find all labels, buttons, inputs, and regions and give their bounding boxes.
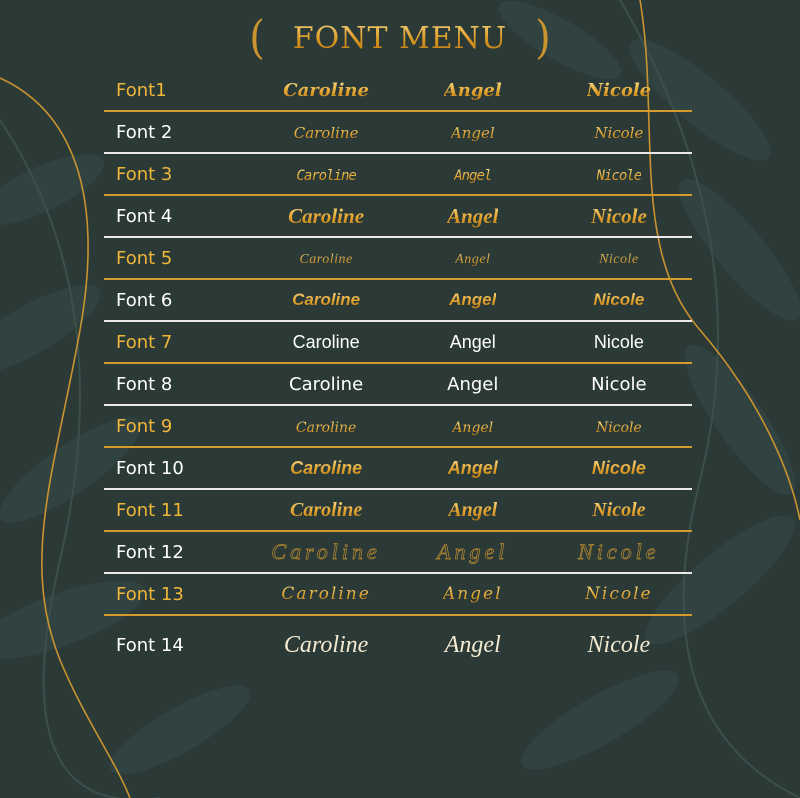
sample-nicole: Nicole [595, 419, 642, 436]
sample-caroline: Caroline [271, 539, 381, 564]
sample-angel: Angel [449, 331, 496, 352]
sample-caroline: Caroline [295, 419, 357, 436]
font-row [104, 238, 692, 278]
sample-nicole: Nicole [585, 584, 653, 604]
sample-caroline: Caroline [299, 252, 353, 267]
font-label: Font 3 [116, 163, 173, 185]
font-label: Font 14 [116, 634, 184, 656]
sample-nicole: Nicole [586, 79, 652, 101]
font-label: Font 11 [116, 499, 184, 521]
sample-nicole: Nicole [594, 123, 644, 142]
font-label: Font 10 [116, 457, 184, 479]
sample-angel: Angel [443, 79, 502, 101]
sample-caroline: Caroline [290, 457, 363, 478]
sample-caroline: Caroline [292, 331, 360, 352]
font-row [104, 322, 692, 362]
sample-angel: Angel [449, 290, 497, 309]
font-row [104, 154, 692, 194]
font-row [104, 112, 692, 152]
sample-caroline: Caroline [289, 373, 364, 395]
sample-angel: Angel [442, 584, 503, 604]
left-flourish-icon: ( [249, 11, 265, 65]
font-label: Font1 [116, 79, 167, 101]
font-row [104, 406, 692, 446]
font-row [104, 364, 692, 404]
sample-caroline: Caroline [293, 123, 359, 142]
sample-nicole: Nicole [593, 290, 645, 309]
font-label: Font 7 [116, 331, 173, 353]
sample-nicole: Nicole [578, 539, 660, 564]
sample-angel: Angel [444, 631, 501, 658]
font-label: Font 13 [116, 583, 184, 605]
font-row [104, 448, 692, 488]
sample-caroline: Caroline [283, 631, 369, 658]
sample-angel: Angel [447, 203, 499, 228]
sample-angel: Angel [447, 457, 498, 478]
font-row [104, 616, 692, 674]
sample-angel: Angel [450, 123, 495, 142]
sample-angel: Angel [437, 539, 509, 564]
sample-nicole: Nicole [590, 203, 647, 228]
sample-caroline: Caroline [281, 584, 371, 604]
font-label: Font 4 [116, 205, 173, 227]
right-flourish-icon: ) [535, 11, 551, 65]
font-label: Font 2 [116, 121, 173, 143]
font-row [104, 70, 692, 110]
sample-nicole: Nicole [587, 631, 651, 658]
font-row [104, 280, 692, 320]
sample-nicole: Nicole [591, 373, 647, 395]
sample-nicole: Nicole [599, 252, 639, 267]
font-label: Font 9 [116, 415, 173, 437]
font-row [104, 490, 692, 530]
sample-angel: Angel [447, 373, 499, 395]
sample-caroline: Caroline [288, 203, 365, 228]
font-label: Font 8 [116, 373, 173, 395]
sample-nicole: Nicole [593, 331, 644, 352]
title-bar [0, 11, 800, 65]
font-label: Font 6 [116, 289, 173, 311]
font-label: Font 12 [116, 541, 184, 563]
font-label: Font 5 [116, 247, 173, 269]
sample-caroline: Caroline [292, 290, 361, 309]
sample-caroline: Caroline [289, 498, 363, 521]
sample-caroline: Caroline [296, 167, 356, 184]
font-row [104, 574, 692, 614]
sample-nicole: Nicole [592, 498, 646, 521]
sample-caroline: Caroline [283, 79, 369, 101]
sample-angel: Angel [452, 419, 494, 436]
font-row [104, 532, 692, 572]
page-title: FONT MENU [265, 21, 535, 56]
sample-nicole: Nicole [596, 167, 642, 184]
font-row [104, 196, 692, 236]
sample-angel: Angel [454, 167, 492, 184]
font-menu-table [104, 70, 692, 674]
sample-angel: Angel [448, 498, 498, 521]
sample-angel: Angel [455, 252, 491, 267]
sample-nicole: Nicole [591, 457, 646, 478]
